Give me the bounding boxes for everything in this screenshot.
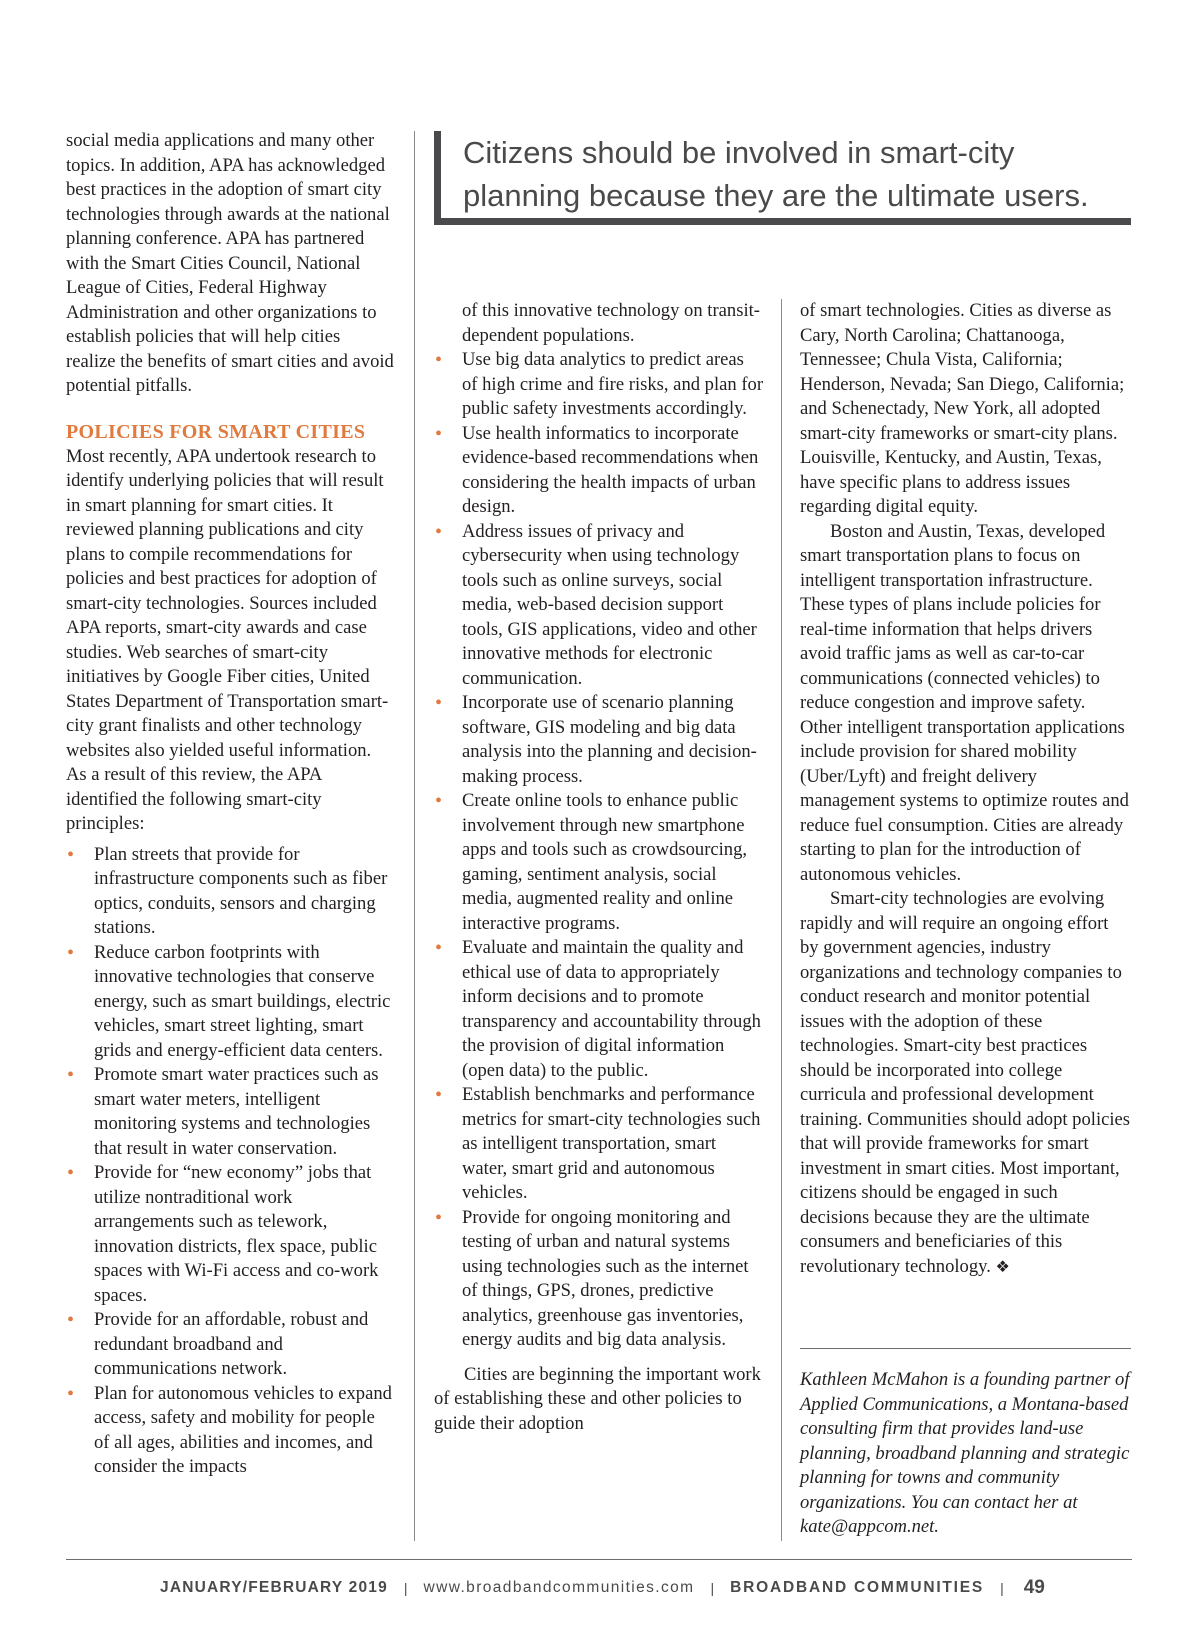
paragraph-2: Boston and Austin, Texas, developed smart transportation plans to focus on intelligent transportation infrastructure. These types of plans include policies for real-time information that helps drivers avoid traffic jams as well as car-to-car communications (connected vehicles) to reduce congestion and improve safety. Other intelligent transportation applications include provision for shared mobility (Uber/Lyft) and freight delivery management systems to optimize routes and reduce fuel consumption. Cities are already starting to plan for the introduction of autonomous vehicles. xyxy=(800,520,1129,885)
pull-quote-rule xyxy=(434,218,1131,225)
pull-quote xyxy=(434,131,1137,225)
principles-list xyxy=(66,843,394,1480)
column-2 xyxy=(434,299,764,1436)
issue-date: JANUARY/FEBRUARY 2019 xyxy=(160,1579,388,1596)
column-1 xyxy=(66,129,394,1480)
footer xyxy=(160,1576,1132,1600)
recommendations-list xyxy=(434,348,764,1353)
list-item: • Plan streets that provide for infrastructure components such as fiber optics, conduits, sensors and charging stations. xyxy=(66,843,394,941)
body-paragraph: Most recently, APA undertook research to identify underlying policies that will result in smart planning for smart cities. It reviewed planning publications and city plans to compile recommendations for policies and best practices for adoption of smart-city technologies. Sources included APA reports, smart-city awards and case studies. Web searches of smart-city initiatives by Google Fiber cities, United States Department of Transportation smart-city grant finalists and other technology websites also yielded useful information. As a result of this review, the APA identified the following smart-city principles: xyxy=(66,445,389,834)
column-divider xyxy=(781,299,782,1541)
end-mark-icon: ❖ xyxy=(995,1256,1010,1276)
list-item: • Provide for an affordable, robust and redundant broadband and communications network. xyxy=(66,1308,394,1382)
closing-paragraph: Cities are beginning the important work of establishing these and other policies to guide their adoption xyxy=(434,1363,761,1434)
paragraph-1: of smart technologies. Cities as diverse as Cary, North Carolina; Chattanooga, Tennessee; Chula Vista, California; Henderson, Nevada; San Diego, California; and Schenectady, New York, all adopted smart-city frameworks or smart-city plans. Louisville, Kentucky, and Austin, Texas, have specific plans to address issues regarding digital equity. xyxy=(800,300,1125,517)
footer-separator: | xyxy=(710,1580,715,1596)
bio-divider xyxy=(800,1348,1131,1349)
pull-quote-text: Citizens should be involved in smart-city planning because they are the ultimate users. xyxy=(463,135,1089,213)
list-item: • Incorporate use of scenario planning software, GIS modeling and big data analysis into the planning and decision-making process. xyxy=(434,691,764,789)
list-item: • Promote smart water practices such as smart water meters, intelligent monitoring systems and technologies that result in water conservation. xyxy=(66,1063,394,1161)
section-heading: POLICIES FOR SMART CITIES xyxy=(66,420,366,443)
column-3 xyxy=(800,299,1130,1279)
list-item: • Provide for ongoing monitoring and testing of urban and natural systems using technologies such as the internet of things, GPS, drones, predictive analytics, greenhouse gas inventories, energy audits and big data analysis. xyxy=(434,1206,764,1353)
list-item: • Reduce carbon footprints with innovative technologies that conserve energy, such as smart buildings, electric vehicles, smart street lighting, smart grids and energy-efficient data centers. xyxy=(66,941,394,1064)
list-item: • Use big data analytics to predict areas of high crime and fire risks, and plan for public safety investments accordingly. xyxy=(434,348,764,422)
magazine-title: BROADBAND COMMUNITIES xyxy=(730,1579,985,1596)
author-bio: Kathleen McMahon is a founding partner of Applied Communications, a Montana-based consulting firm that provides land-use planning, broadband planning and strategic planning for towns and community organizations. You can contact her at kate@appcom.net. xyxy=(800,1369,1130,1537)
list-item: • Plan for autonomous vehicles to expand access, safety and mobility for people of all ages, abilities and incomes, and consider the impacts xyxy=(66,1382,394,1480)
column-divider xyxy=(414,131,415,1541)
page-number: 49 xyxy=(1023,1577,1045,1598)
list-item: • Create online tools to enhance public involvement through new smartphone apps and tools such as crowdsourcing, gaming, sentiment analysis, social media, augmented reality and online interactive programs. xyxy=(434,789,764,936)
list-item: • Address issues of privacy and cybersecurity when using technology tools such as online surveys, social media, web-based decision support tools, GIS applications, video and other innovative methods for electronic communication. xyxy=(434,520,764,692)
footer-rule xyxy=(66,1559,1132,1560)
list-item: • Evaluate and maintain the quality and ethical use of data to appropriately inform decisions and to promote transparency and accountability through the provision of digital information (open data) to the public. xyxy=(434,936,764,1083)
footer-separator: | xyxy=(1000,1580,1004,1596)
intro-paragraph: social media applications and many other topics. In addition, APA has acknowledged best practices in the adoption of smart city technologies through awards at the national planning conference. APA has partnered with the Smart Cities Council, National League of Cities, Federal Highway Administration and other organizations to establish policies that will help cities realize the benefits of smart cities and avoid potential pitfalls. xyxy=(66,130,394,396)
footer-separator: | xyxy=(403,1580,408,1596)
paragraph-3-text: Smart-city technologies are evolving rapidly and will require an ongoing effort by government agencies, industry organizations and technology companies to conduct research and monitor potential issues with the adoption of these technologies. Smart-city best practices should be incorporated into college curricula and professional development training. Communities should adopt policies that will provide frameworks for smart investment in smart cities. Most important, citizens should be engaged in such decisions because they are the ultimate consumers and beneficiaries of this revolutionary technology. xyxy=(800,888,1131,1277)
website-url: www.broadbandcommunities.com xyxy=(423,1579,695,1596)
list-item: • Establish benchmarks and performance metrics for smart-city technologies such as intelligent transportation, smart water, smart grid and autonomous vehicles. xyxy=(434,1083,764,1206)
continuation-text: of this innovative technology on transit-dependent populations. xyxy=(462,300,760,346)
list-item: • Use health informatics to incorporate evidence-based recommendations when considering the health impacts of urban design. xyxy=(434,422,764,520)
paragraph-3 xyxy=(800,887,1130,1279)
list-item: • Provide for “new economy” jobs that utilize nontraditional work arrangements such as telework, innovation districts, flex space, public spaces with Wi-Fi access and co-work spaces. xyxy=(66,1161,394,1308)
